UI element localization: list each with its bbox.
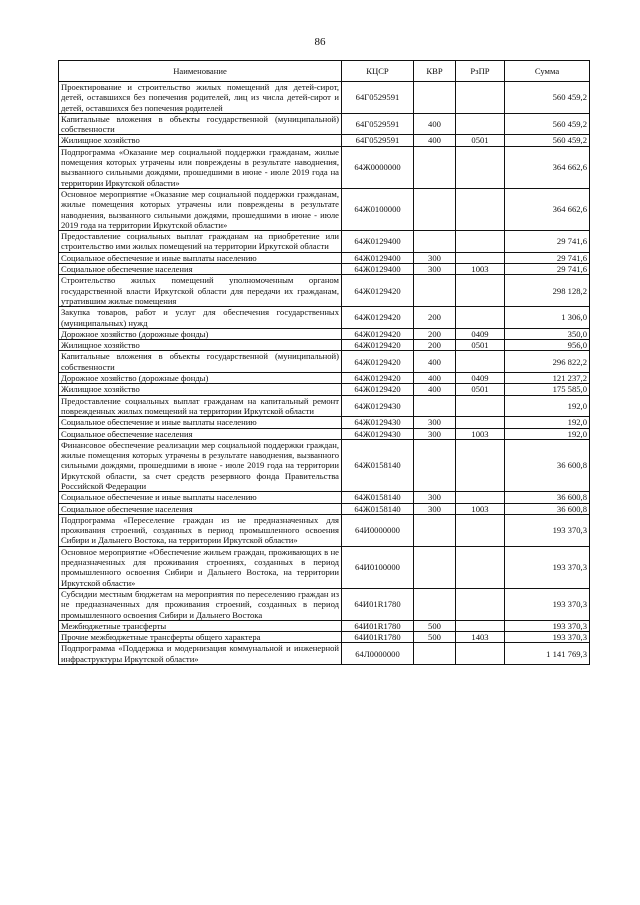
cell-sum: 193 370,3 xyxy=(505,632,590,643)
cell-name: Социальное обеспечение и иные выплаты населению xyxy=(59,252,342,263)
cell-name: Основное мероприятие «Оказание мер социальной поддержки гражданам, жилые помещения которых утрачены или повреждены в результате наводнения, вызванного сильными дождями, прошедшими в июне - июле 2019 года на территории Иркутской области» xyxy=(59,188,342,230)
cell-rzpr xyxy=(456,351,505,373)
cell-code: 64И01R1780 xyxy=(342,632,414,643)
cell-kvr: 300 xyxy=(414,264,456,275)
table-row xyxy=(59,546,590,588)
table-row xyxy=(59,82,590,114)
cell-sum: 29 741,6 xyxy=(505,231,590,253)
cell-rzpr xyxy=(456,275,505,307)
cell-code: 64Ж0129430 xyxy=(342,428,414,439)
table-row xyxy=(59,514,590,546)
cell-sum: 29 741,6 xyxy=(505,264,590,275)
cell-rzpr xyxy=(456,146,505,188)
cell-sum: 121 237,2 xyxy=(505,373,590,384)
cell-kvr: 500 xyxy=(414,620,456,631)
table-row xyxy=(59,275,590,307)
table-row xyxy=(59,417,590,428)
cell-kvr: 200 xyxy=(414,307,456,329)
header-name: Наименование xyxy=(59,61,342,82)
cell-sum: 193 370,3 xyxy=(505,546,590,588)
cell-sum: 560 459,2 xyxy=(505,113,590,135)
cell-name: Проектирование и строительство жилых помещений для детей-сирот, детей, оставшихся без попечения родителей, лиц из числа детей-сирот и детей, оставшихся без попечения родителей xyxy=(59,82,342,114)
cell-sum: 192,0 xyxy=(505,417,590,428)
cell-name: Предоставление социальных выплат гражданам на приобретение или строительство ими жилых помещений на территории Иркутской области xyxy=(59,231,342,253)
cell-name: Жилищное хозяйство xyxy=(59,340,342,351)
table-row xyxy=(59,307,590,329)
table-header-row xyxy=(59,61,590,82)
cell-name: Социальное обеспечение и иные выплаты населению xyxy=(59,492,342,503)
cell-code: 64И01R1780 xyxy=(342,588,414,620)
cell-rzpr xyxy=(456,588,505,620)
cell-rzpr xyxy=(456,113,505,135)
table-row xyxy=(59,113,590,135)
cell-name: Подпрограмма «Переселение граждан из не предназначенных для проживания строений, созданных в период промышленного освоения Сибири и Дальнего Востока, на территории Иркутской области» xyxy=(59,514,342,546)
cell-name: Подпрограмма «Поддержка и модернизация коммунальной и инженерной инфраструктуры Иркутской области» xyxy=(59,643,342,665)
cell-rzpr xyxy=(456,514,505,546)
cell-sum: 364 662,6 xyxy=(505,146,590,188)
cell-rzpr xyxy=(456,417,505,428)
cell-kvr xyxy=(414,588,456,620)
header-kvr: КВР xyxy=(414,61,456,82)
cell-sum: 192,0 xyxy=(505,395,590,417)
table-row xyxy=(59,188,590,230)
cell-sum: 296 822,2 xyxy=(505,351,590,373)
cell-code: 64Ж0129430 xyxy=(342,417,414,428)
cell-kvr: 400 xyxy=(414,351,456,373)
cell-sum: 36 600,8 xyxy=(505,439,590,491)
cell-kvr: 400 xyxy=(414,135,456,146)
cell-code: 64Ж0158140 xyxy=(342,439,414,491)
cell-rzpr: 1003 xyxy=(456,428,505,439)
cell-code: 64Ж0129430 xyxy=(342,395,414,417)
table-row xyxy=(59,264,590,275)
cell-code: 64Ж0100000 xyxy=(342,188,414,230)
cell-sum: 560 459,2 xyxy=(505,135,590,146)
table-row xyxy=(59,340,590,351)
table-row xyxy=(59,643,590,665)
cell-code: 64Г0529591 xyxy=(342,82,414,114)
cell-name: Жилищное хозяйство xyxy=(59,384,342,395)
table-row xyxy=(59,373,590,384)
cell-sum: 36 600,8 xyxy=(505,492,590,503)
cell-sum: 175 585,0 xyxy=(505,384,590,395)
cell-rzpr: 0501 xyxy=(456,135,505,146)
cell-rzpr xyxy=(456,307,505,329)
cell-kvr: 200 xyxy=(414,340,456,351)
cell-rzpr: 1003 xyxy=(456,503,505,514)
cell-name: Капитальные вложения в объекты государственной (муниципальной) собственности xyxy=(59,351,342,373)
cell-sum: 298 128,2 xyxy=(505,275,590,307)
table-row xyxy=(59,620,590,631)
table-row xyxy=(59,252,590,263)
cell-kvr: 200 xyxy=(414,328,456,339)
cell-kvr xyxy=(414,395,456,417)
cell-name: Социальное обеспечение населения xyxy=(59,503,342,514)
cell-kvr: 400 xyxy=(414,384,456,395)
cell-name: Дорожное хозяйство (дорожные фонды) xyxy=(59,328,342,339)
cell-name: Предоставление социальных выплат гражданам на капитальный ремонт поврежденных жилых помещений на территории Иркутской области xyxy=(59,395,342,417)
cell-kvr: 400 xyxy=(414,113,456,135)
cell-kvr xyxy=(414,146,456,188)
cell-rzpr xyxy=(456,492,505,503)
cell-rzpr: 0409 xyxy=(456,328,505,339)
cell-name: Межбюджетные трансферты xyxy=(59,620,342,631)
table-row xyxy=(59,492,590,503)
cell-name: Подпрограмма «Оказание мер социальной поддержки гражданам, жилые помещения которых утрачены или повреждены в результате наводнения, вызванного сильными дождями, прошедшими в июне - июле 2019 года на территории Иркутской области» xyxy=(59,146,342,188)
cell-name: Социальное обеспечение и иные выплаты населению xyxy=(59,417,342,428)
header-rzpr: РзПР xyxy=(456,61,505,82)
cell-name: Социальное обеспечение населения xyxy=(59,428,342,439)
cell-rzpr: 1403 xyxy=(456,632,505,643)
table-row xyxy=(59,351,590,373)
cell-code: 64Ж0129400 xyxy=(342,264,414,275)
header-code: КЦСР xyxy=(342,61,414,82)
table-row xyxy=(59,135,590,146)
cell-kvr xyxy=(414,275,456,307)
cell-code: 64Г0529591 xyxy=(342,113,414,135)
cell-kvr xyxy=(414,439,456,491)
cell-kvr: 300 xyxy=(414,492,456,503)
budget-table xyxy=(58,60,590,665)
cell-name: Прочие межбюджетные трансферты общего характера xyxy=(59,632,342,643)
cell-kvr: 300 xyxy=(414,252,456,263)
cell-kvr xyxy=(414,231,456,253)
cell-kvr xyxy=(414,82,456,114)
cell-name: Субсидии местным бюджетам на мероприятия по переселению граждан из не предназначенных для проживания строений, созданных в период промышленного освоения Сибири и Дальнего Востока xyxy=(59,588,342,620)
cell-sum: 350,0 xyxy=(505,328,590,339)
cell-rzpr xyxy=(456,188,505,230)
cell-code: 64Ж0000000 xyxy=(342,146,414,188)
cell-code: 64Ж0129420 xyxy=(342,340,414,351)
table-row xyxy=(59,395,590,417)
cell-sum: 560 459,2 xyxy=(505,82,590,114)
cell-rzpr xyxy=(456,643,505,665)
cell-sum: 192,0 xyxy=(505,428,590,439)
cell-code: 64Ж0129420 xyxy=(342,275,414,307)
cell-kvr xyxy=(414,546,456,588)
cell-name: Основное мероприятие «Обеспечение жильем граждан, проживающих в не предназначенных для проживания строениях, созданных в период промышленного освоения Сибири и Дальнего Востока, на территории Иркутской области» xyxy=(59,546,342,588)
cell-code: 64Ж0129420 xyxy=(342,351,414,373)
table-row xyxy=(59,588,590,620)
cell-rzpr xyxy=(456,620,505,631)
cell-sum: 36 600,8 xyxy=(505,503,590,514)
cell-name: Строительство жилых помещений уполномоченным органом государственной власти Иркутской области для передачи их гражданам, утратившим жилые помещения xyxy=(59,275,342,307)
header-sum: Сумма xyxy=(505,61,590,82)
table-row xyxy=(59,146,590,188)
cell-code: 64Ж0129420 xyxy=(342,384,414,395)
cell-rzpr: 0501 xyxy=(456,384,505,395)
table-row xyxy=(59,503,590,514)
table-row xyxy=(59,328,590,339)
cell-sum: 29 741,6 xyxy=(505,252,590,263)
cell-sum: 1 306,0 xyxy=(505,307,590,329)
cell-kvr xyxy=(414,514,456,546)
table-row xyxy=(59,439,590,491)
cell-code: 64И0000000 xyxy=(342,514,414,546)
cell-sum: 193 370,3 xyxy=(505,588,590,620)
cell-rzpr xyxy=(456,395,505,417)
cell-sum: 193 370,3 xyxy=(505,620,590,631)
cell-kvr: 400 xyxy=(414,373,456,384)
cell-rzpr: 0501 xyxy=(456,340,505,351)
table-row xyxy=(59,428,590,439)
cell-name: Жилищное хозяйство xyxy=(59,135,342,146)
cell-sum: 364 662,6 xyxy=(505,188,590,230)
cell-code: 64Ж0129400 xyxy=(342,231,414,253)
cell-kvr xyxy=(414,643,456,665)
cell-rzpr xyxy=(456,252,505,263)
cell-code: 64Ж0158140 xyxy=(342,503,414,514)
cell-name: Финансовое обеспечение реализации мер социальной поддержки граждан, жилые помещения которых утрачены в результате наводнения, вызванного сильными дождями, прошедшими в июне - июле 2019 года на территории Иркутской области, за счет средств резервного фонда Правительства Российской Федерации xyxy=(59,439,342,491)
cell-code: 64Л0000000 xyxy=(342,643,414,665)
cell-rzpr xyxy=(456,546,505,588)
cell-kvr: 300 xyxy=(414,503,456,514)
table-row xyxy=(59,632,590,643)
table-row xyxy=(59,231,590,253)
page-number: 86 xyxy=(314,36,326,48)
table-row xyxy=(59,384,590,395)
cell-sum: 956,0 xyxy=(505,340,590,351)
cell-kvr: 500 xyxy=(414,632,456,643)
cell-kvr xyxy=(414,188,456,230)
cell-code: 64Ж0158140 xyxy=(342,492,414,503)
cell-name: Закупка товаров, работ и услуг для обеспечения государственных (муниципальных) нужд xyxy=(59,307,342,329)
cell-rzpr: 1003 xyxy=(456,264,505,275)
cell-code: 64Ж0129420 xyxy=(342,373,414,384)
cell-name: Дорожное хозяйство (дорожные фонды) xyxy=(59,373,342,384)
cell-sum: 1 141 769,3 xyxy=(505,643,590,665)
cell-rzpr xyxy=(456,82,505,114)
cell-sum: 193 370,3 xyxy=(505,514,590,546)
cell-kvr: 300 xyxy=(414,417,456,428)
cell-rzpr: 0409 xyxy=(456,373,505,384)
cell-code: 64Г0529591 xyxy=(342,135,414,146)
cell-code: 64И01R1780 xyxy=(342,620,414,631)
cell-code: 64Ж0129420 xyxy=(342,328,414,339)
cell-name: Капитальные вложения в объекты государственной (муниципальной) собственности xyxy=(59,113,342,135)
cell-name: Социальное обеспечение населения xyxy=(59,264,342,275)
cell-code: 64Ж0129400 xyxy=(342,252,414,263)
cell-rzpr xyxy=(456,439,505,491)
cell-code: 64И0100000 xyxy=(342,546,414,588)
cell-kvr: 300 xyxy=(414,428,456,439)
cell-code: 64Ж0129420 xyxy=(342,307,414,329)
cell-rzpr xyxy=(456,231,505,253)
